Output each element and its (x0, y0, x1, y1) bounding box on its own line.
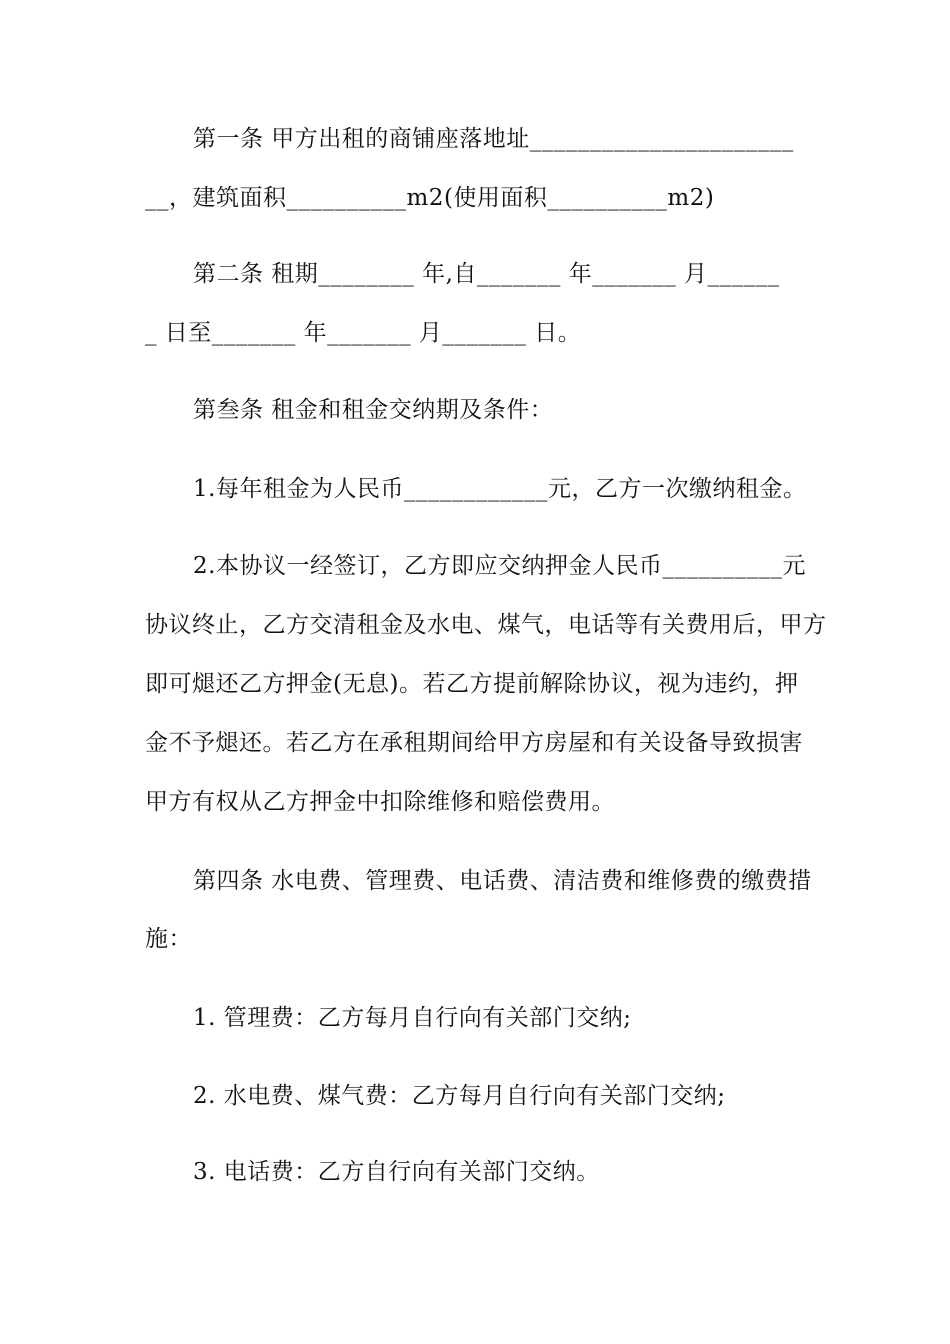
article-1-line-1: 第一条 甲方出租的商铺座落地址______________________ (193, 126, 794, 152)
article-3-item-2-line-2: 协议终止，乙方交清租金及水电、煤气，电话等有关费用后，甲方 (145, 612, 827, 638)
article-4-item-3: 3. 电话费：乙方自行向有关部门交纳。 (193, 1159, 600, 1185)
article-3-item-2-line-4: 金不予煺还。若乙方在承租期间给甲方房屋和有关设备导致损害 (145, 730, 803, 756)
article-3-item-2-line-5: 甲方有权从乙方押金中扣除维修和赔偿费用。 (145, 789, 615, 815)
article-3-item-2-line-1: 2.本协议一经签订，乙方即应交纳押金人民币__________元 (193, 553, 806, 579)
article-4-item-1: 1. 管理费：乙方每月自行向有关部门交纳; (193, 1005, 632, 1031)
article-4-heading-line-2: 施： (145, 926, 192, 952)
article-2-line-2: _ 日至_______ 年_______ 月_______ 日。 (145, 320, 582, 346)
article-3-item-2-line-3: 即可煺还乙方押金(无息)。若乙方提前解除协议，视为违约，押 (145, 671, 799, 697)
article-3-heading: 第叁条 租金和租金交纳期及条件： (193, 397, 554, 423)
article-3-item-1: 1.每年租金为人民币____________元，乙方一次缴纳租金。 (193, 476, 807, 502)
article-1-line-2: __，建筑面积__________m2(使用面积__________m2) (145, 185, 715, 211)
article-4-heading-line-1: 第四条 水电费、管理费、电话费、清洁费和维修费的缴费措 (193, 868, 812, 894)
article-4-item-2: 2. 水电费、煤气费：乙方每月自行向有关部门交纳; (193, 1083, 726, 1109)
article-2-line-1: 第二条 租期________ 年,自_______ 年_______ 月______ (193, 261, 780, 287)
